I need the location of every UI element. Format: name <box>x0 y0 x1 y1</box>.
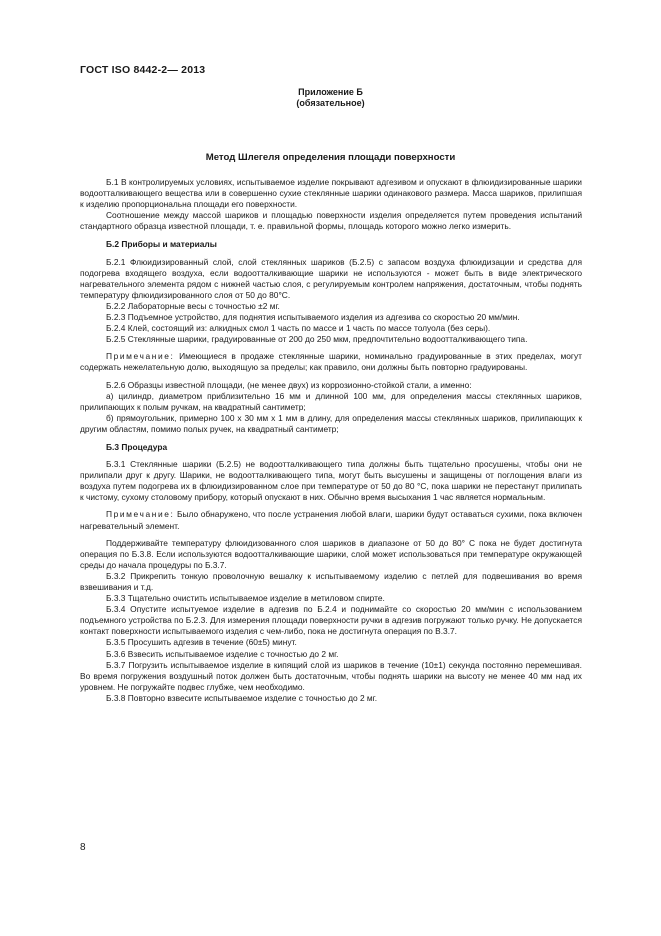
paragraph-b31: Б.3.1 Стеклянные шарики (Б.2.5) не водоотталкивающего типа должны быть тщательно просушены, чтобы они не прилипали друг к другу. Шарики, не водоотталкивающего типа, могут быть высушены и защищены от поглощения влаги из воздуха путем подогрева их в флюидизированном слое при температуре от 50 до 80 °С, пока шарики не перестанут прилипать к чистому, сухому столовому прибору, который опускают в них. Обычно время высыхания 1 час является нормальным. <box>80 459 582 503</box>
paragraph-b1-2: Соотношение между массой шариков и площадью поверхности изделия определяется путем проведения испытаний стандартного образца известной площади, т. е. правильной формы, площадь которого можно легко измерить. <box>80 210 582 232</box>
paragraph-b36: Б.3.6 Взвесить испытываемое изделие с точностью до 2 мг. <box>106 648 339 659</box>
note-2-label: Примечание: <box>106 509 175 520</box>
paragraph-b32: Б.3.2 Прикрепить тонкую проволочную вешалку к испытываемому изделию с петлей для подвешивания во время взвешивания и т.д. <box>80 570 582 592</box>
paragraph-b26b: б) прямоугольник, примерно 100 x 30 мм x 1 мм в длину, для определения массы стеклянных шариков, прилипающих к другим областям, помимо полых ручек, на квадратный сантиметр; <box>80 412 582 434</box>
note-1-label: Примечание: <box>106 351 175 362</box>
paragraph-b34: Б.3.4 Опустите испытуемое изделие в адгезив по Б.2.4 и поднимайте со скоростью 20 мм/мин с использованием подъемного устройства по Б.2.3. Для измерения площади поверхности ручки в адгезив погружают только ручку. Не допускается контакт поверхности испытываемого изделия с чем-либо, пока не достигнута операция по В.3.7. <box>80 604 582 637</box>
paragraph-b35: Б.3.5 Просушить адгезив в течение (60±5) минут. <box>106 637 297 648</box>
paragraph-b26a: а) цилиндр, диаметром приблизительно 16 мм и длинной 100 мм, для определения массы стеклянных шариков, прилипающих к полым ручкам, на квадратный сантиметр; <box>80 390 582 412</box>
paragraph-b31b: Поддерживайте температуру флюидизованного слоя шариков в диапазоне от 50 до 80° С пока не будет достигнута операция по Б.3.8. Если используются водоотталкивающие шарики, слой может использоваться при температуре окружающей среды до начала процедуры по Б.3.7. <box>80 537 582 570</box>
paragraph-b25: Б.2.5 Стеклянные шарики, градуированные от 200 до 250 мкм, предпочтительно водоотталкивающего типа. <box>106 334 528 345</box>
paragraph-b1: Б.1 В контролируемых условиях, испытываемое изделие покрывают адгезивом и опускают в флюидизированные шарики водоотталкивающего вещества или в совершенно сухие стеклянные шарики одинакового размера. Масса шариков, прилипшая к изделию пропорциональна площади его поверхности. <box>80 177 582 210</box>
paragraph-b33: Б.3.3 Тщательно очистить испытываемое изделие в метиловом спирте. <box>106 593 385 604</box>
note-2-text: Было обнаружено, что после устранения любой влаги, шарики будут оставаться сухими, пока включен нагревательный элемент. <box>80 509 582 531</box>
document-code: ГОСТ ISO 8442-2— 2013 <box>80 64 206 76</box>
document-body <box>80 177 582 704</box>
paragraph-b21: Б.2.1 Флюидизированный слой, слой стеклянных шариков (Б.2.5) с запасом воздуха флюидизации и средства для подогрева входящего воздуха, если водоотталкивающие шарики не используются - может быть в виде электрического нагревательного элемента рядом с нижней частью слоя, с регулируемым контролем напряжения, достаточным, чтобы поднять температуру флюидизированного слоя от 50 до 80°С. <box>80 256 582 300</box>
paragraph-b37: Б.3.7 Погрузить испытываемое изделие в кипящий слой из шариков в течение (10±1) секунда постоянно перемешивая. Во время погружения воздушный поток должен быть достаточным, чтобы поднять шарики на высоту не менее 40 мм над их уровнем. Не погружайте подвес глубже, чем необходимо. <box>80 659 582 692</box>
note-2 <box>80 509 582 531</box>
paragraph-b24: Б.2.4 Клей, состоящий из: алкидных смол 1 часть по массе и 1 часть по массе толуола (без серы). <box>106 323 491 334</box>
note-1 <box>80 351 582 373</box>
page-number: 8 <box>80 842 86 853</box>
paragraph-b38: Б.3.8 Повторно взвесите испытываемое изделие с точностью до 2 мг. <box>106 692 378 703</box>
paragraph-b22: Б.2.2 Лабораторные весы с точностью ±2 мг. <box>106 300 280 311</box>
heading-b3: Б.3 Процедура <box>106 441 168 452</box>
annex-title: Приложение Б <box>298 87 363 97</box>
paragraph-b26: Б.2.6 Образцы известной площади, (не менее двух) из коррозионно-стойкой стали, а именно: <box>106 379 472 390</box>
annex-status: (обязательное) <box>296 98 365 108</box>
note-1-text: Имеющиеся в продаже стеклянные шарики, номинально градуированные в этих пределах, могут содержать нежелательную долю, выходящую за пределы; как правило, они должны быть повторно градуированы. <box>80 351 582 373</box>
heading-b2: Б.2 Приборы и материалы <box>106 239 217 250</box>
section-title: Метод Шлегеля определения площади поверхности <box>205 152 456 163</box>
paragraph-b23: Б.2.3 Подъемное устройство, для поднятия испытываемого изделия из адгезива со скоростью 20 мм/мин. <box>106 312 520 323</box>
